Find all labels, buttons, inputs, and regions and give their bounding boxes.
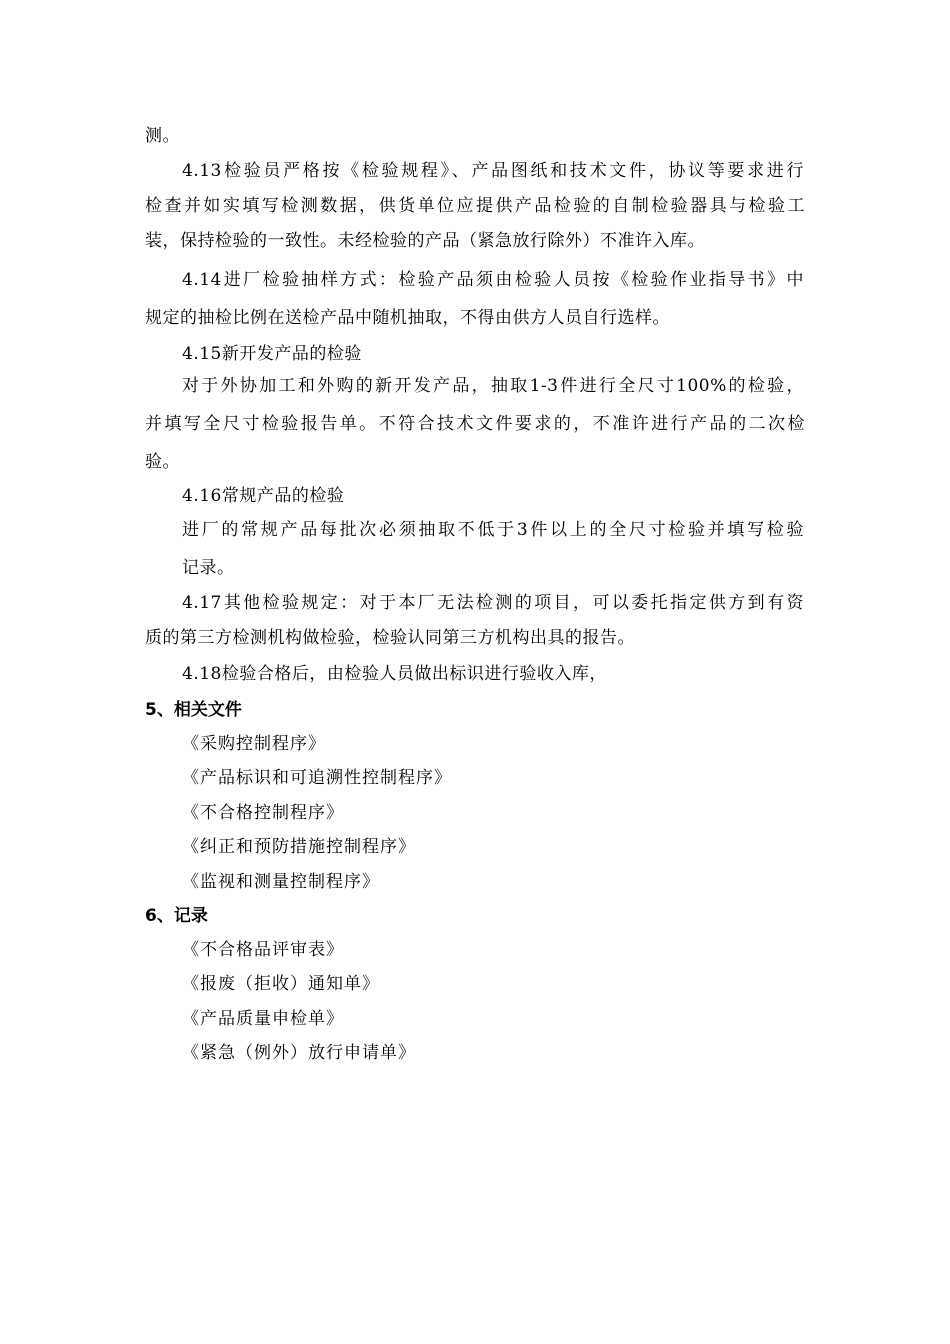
body-line: 4.18检验合格后，由检验人员做出标识进行验收入库， [182, 664, 607, 684]
body-line: 装，保持检验的一致性。未经检验的产品（紧急放行除外）不准许入库。 [145, 231, 705, 251]
body-line: 4.16常规产品的检验 [182, 486, 345, 506]
body-line: 并填写全尺寸检验报告单。不符合技术文件要求的，不准许进行产品的二次检 [145, 414, 805, 434]
body-line: 对于外协加工和外购的新开发产品，抽取1-3件进行全尺寸100%的检验， [182, 376, 804, 396]
body-line: 规定的抽检比例在送检产品中随机抽取，不得由供方人员自行选样。 [145, 308, 670, 328]
related-document-item: 《产品标识和可追溯性控制程序》 [182, 768, 452, 788]
body-line: 4.17其他检验规定：对于本厂无法检测的项目，可以委托指定供方到有资 [182, 593, 804, 613]
body-line: 4.14进厂检验抽样方式：检验产品须由检验人员按《检验作业指导书》中 [182, 270, 804, 290]
section-heading-records: 6、记录 [145, 906, 208, 926]
body-line: 验。 [145, 452, 180, 472]
body-line: 测。 [145, 126, 180, 146]
record-item: 《产品质量申检单》 [182, 1009, 344, 1029]
body-line: 检查并如实填写检测数据，供货单位应提供产品检验的自制检验器具与检验工 [145, 196, 805, 216]
record-item: 《紧急（例外）放行申请单》 [182, 1043, 416, 1063]
body-line: 质的第三方检测机构做检验，检验认同第三方机构出具的报告。 [145, 628, 635, 648]
related-document-item: 《采购控制程序》 [182, 734, 326, 754]
related-document-item: 《监视和测量控制程序》 [182, 872, 380, 892]
body-line: 记录。 [182, 558, 235, 578]
related-document-item: 《不合格控制程序》 [182, 803, 344, 823]
related-document-item: 《纠正和预防措施控制程序》 [182, 837, 416, 857]
record-item: 《不合格品评审表》 [182, 940, 344, 960]
body-line: 进厂的常规产品每批次必须抽取不低于3件以上的全尺寸检验并填写检验 [182, 520, 804, 540]
record-item: 《报废（拒收）通知单》 [182, 974, 380, 994]
body-line: 4.13检验员严格按《检验规程》、产品图纸和技术文件，协议等要求进行 [182, 161, 804, 181]
body-line: 4.15新开发产品的检验 [182, 344, 362, 364]
section-heading-related-documents: 5、相关文件 [145, 700, 242, 720]
